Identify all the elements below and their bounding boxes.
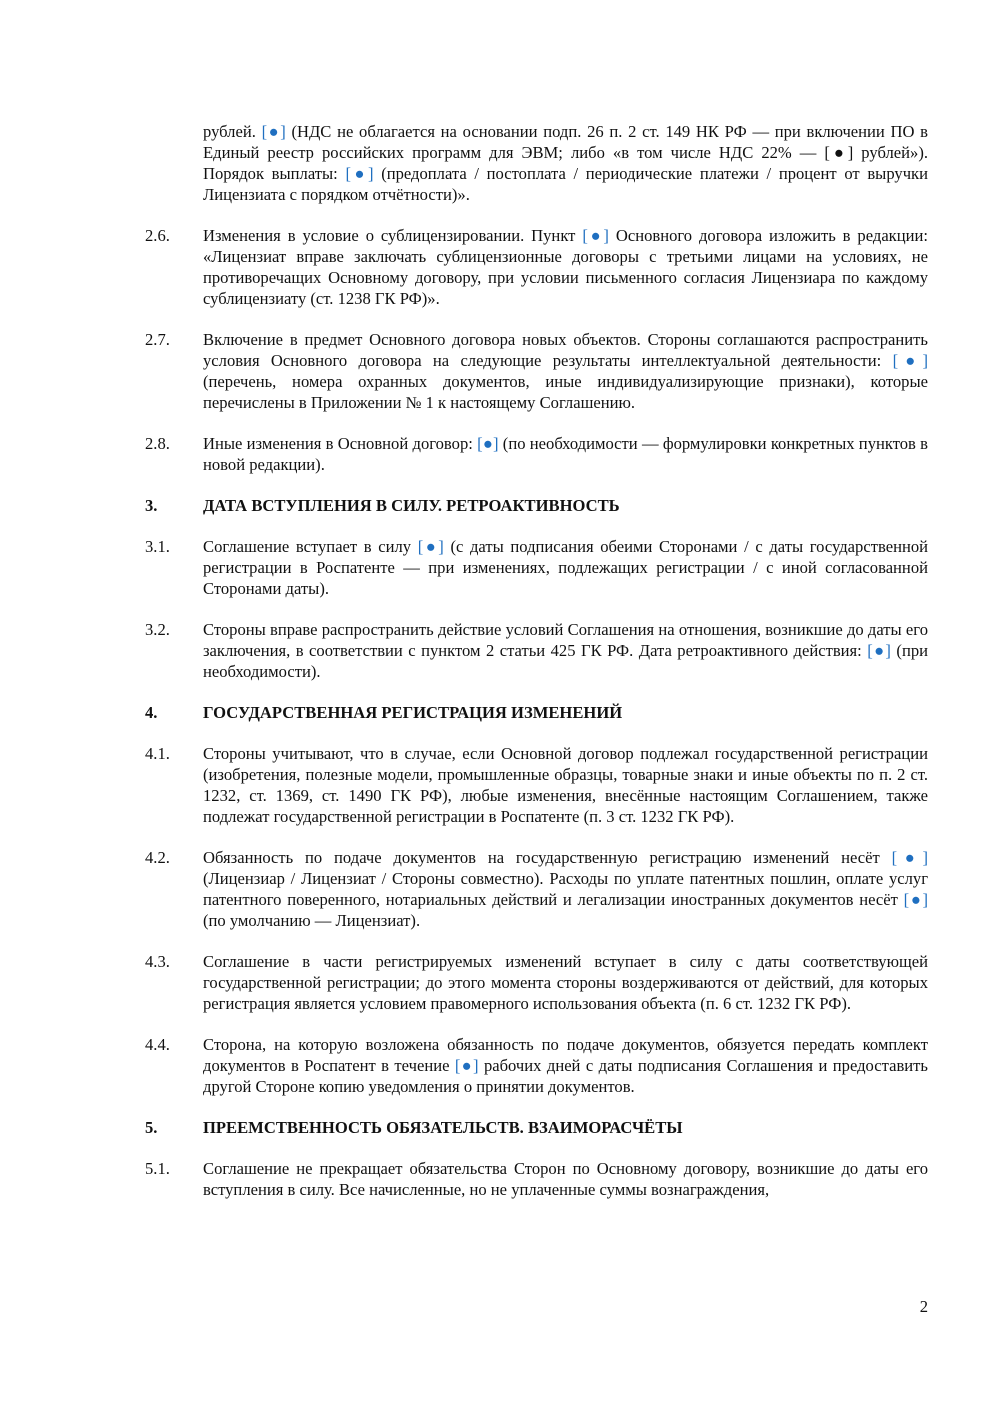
text-run: Включение в предмет Основного договора новых объектов. Стороны соглашаются распространить условия Основного договора на следующие результаты интеллектуальной деятельности: — [203, 330, 928, 370]
paragraph-continuation — [145, 121, 928, 205]
clause-number: 4.3. — [145, 952, 170, 971]
section-number: 5. — [145, 1118, 158, 1137]
text-run: Сторона, на которую возложена обязанность по подаче документов, обязуется передать комплект документов в Роспатент в течение — [203, 1035, 928, 1075]
clause-text — [203, 951, 928, 1014]
text-run: (по необходимости — формулировки конкретных пунктов в новой редакции). — [203, 434, 929, 474]
section-heading — [145, 702, 928, 723]
clause-number: 3.1. — [145, 537, 170, 556]
clause-number: 2.7. — [145, 330, 170, 349]
placeholder-marker: [●] — [903, 890, 928, 909]
clause-number: 5.1. — [145, 1159, 170, 1178]
clause — [145, 536, 928, 599]
clause-number: 2.8. — [145, 434, 170, 453]
text-run: (Лицензиар / Лицензиат / Стороны совместно). Расходы по уплате патентных пошлин, оплате услуг патентного поверенного, нотариальных действий и легализации иностранных документов несёт — [203, 869, 928, 909]
text-run: Соглашение в части регистрируемых изменений вступает в силу с даты соответствующей государственной регистрации; до этого момента стороны воздерживаются от действий, для которых регистрация является условием правомерного использования объекта (п. 6 ст. 1232 ГК РФ). — [203, 952, 928, 1013]
text-run: Обязанность по подаче документов на государственную регистрацию изменений несёт — [203, 848, 892, 867]
text-run: (с даты подписания обеими Сторонами / с даты государственной регистрации в Роспатенте — при изменениях, подлежащих регистрации / с иной согласованной Сторонами даты). — [203, 537, 929, 598]
clause-text — [203, 619, 928, 682]
section-number: 4. — [145, 703, 158, 722]
clause-text — [203, 433, 928, 475]
text-run: (перечень, номера охранных документов, иные индивидуализирующие признаки), которые перечислены в Приложении № 1 к настоящему Соглашению. — [203, 372, 928, 412]
clause — [145, 1158, 928, 1200]
placeholder-marker: [●] — [891, 848, 928, 867]
text-run: Иные изменения в Основной договор: — [203, 434, 478, 453]
section-heading — [145, 1117, 928, 1138]
text-run: Соглашение вступает в силу — [203, 537, 418, 556]
section-title: ГОСУДАРСТВЕННАЯ РЕГИСТРАЦИЯ ИЗМЕНЕНИЙ — [203, 703, 623, 722]
text-run: Стороны вправе распространить действие условий Соглашения на отношения, возникшие до даты его заключения, в соответствии с пунктом 2 статьи 425 ГК РФ. Дата ретроактивного действия: — [203, 620, 928, 660]
placeholder-marker: [●] — [261, 122, 286, 141]
clause-text — [203, 1158, 928, 1200]
text-run: Соглашение не прекращает обязательства Сторон по Основному договору, возникшие до даты его вступления в силу. Все начисленные, но не уплаченные суммы вознаграждения, — [203, 1159, 928, 1199]
clause — [145, 743, 928, 827]
text-run: (при необходимости). — [203, 641, 928, 681]
placeholder-marker: [●] — [582, 226, 609, 245]
page-number: 2 — [919, 1297, 928, 1316]
clause — [145, 1034, 928, 1097]
placeholder-marker: [●] — [867, 641, 891, 660]
text-run: Основного договора изложить в редакции: «Лицензиат вправе заключать сублицензионные договоры с третьими лицами на условиях, не противоречащих Основному договору, при условии письменного согласия Лицензиара по каждому сублицензиату (ст. 1238 ГК РФ)». — [203, 226, 928, 308]
clause-text — [203, 121, 928, 205]
placeholder-marker: [●] — [892, 351, 929, 370]
clause-number: 3.2. — [145, 620, 170, 639]
clause — [145, 951, 928, 1014]
clause-text — [203, 1034, 928, 1097]
section-title: ПРЕЕМСТВЕННОСТЬ ОБЯЗАТЕЛЬСТВ. ВЗАИМОРАСЧЁТЫ — [203, 1118, 683, 1137]
text-run: (НДС не облагается на основании подп. 26 п. 2 ст. 149 НК РФ — при включении ПО в Единый реестр российских программ для ЭВМ; либо «в том числе НДС 22% — [●] рублей»). Порядок выплаты: — [203, 122, 928, 183]
text-run: Изменения в условие о сублицензировании. Пункт — [203, 226, 583, 245]
clause — [145, 225, 928, 309]
text-run: (по умолчанию — Лицензиат). — [203, 911, 421, 930]
clause — [145, 433, 928, 475]
clause-number: 4.1. — [145, 744, 170, 763]
text-run: Стороны учитывают, что в случае, если Основной договор подлежал государственной регистрации (изобретения, полезные модели, промышленные образцы, товарные знаки и иные объекты по п. 2 ст. 1232, ст. 1369, ст. 1490 ГК РФ), любые изменения, внесённые настоящим Соглашением, также подлежат государственной регистрации в Роспатенте (п. 3 ст. 1232 ГК РФ). — [203, 744, 928, 826]
placeholder-marker: [●] — [345, 164, 374, 183]
placeholder-marker: [●] — [417, 537, 444, 556]
text-run: рублей. — [203, 122, 262, 141]
clause — [145, 619, 928, 682]
clause — [145, 847, 928, 931]
clause-number: 4.2. — [145, 848, 170, 867]
clause-text — [203, 329, 928, 413]
clause-text — [203, 743, 928, 827]
section-heading — [145, 495, 928, 516]
placeholder-marker: [●] — [477, 434, 499, 453]
text-run: рабочих дней с даты подписания Соглашения и предоставить другой Стороне копию уведомления о принятии документов. — [203, 1056, 928, 1096]
section-number: 3. — [145, 496, 158, 515]
clause-text — [203, 847, 928, 931]
clause — [145, 329, 928, 413]
placeholder-marker: [●] — [454, 1056, 479, 1075]
document-body — [145, 121, 928, 1220]
clause-text — [203, 225, 928, 309]
clause-number: 4.4. — [145, 1035, 170, 1054]
section-title: ДАТА ВСТУПЛЕНИЯ В СИЛУ. РЕТРОАКТИВНОСТЬ — [203, 496, 620, 515]
text-run: (предоплата / постоплата / периодические платежи / процент от выручки Лицензиата с порядком отчётности)». — [203, 164, 928, 204]
clause-text — [203, 536, 928, 599]
clause-number: 2.6. — [145, 226, 170, 245]
